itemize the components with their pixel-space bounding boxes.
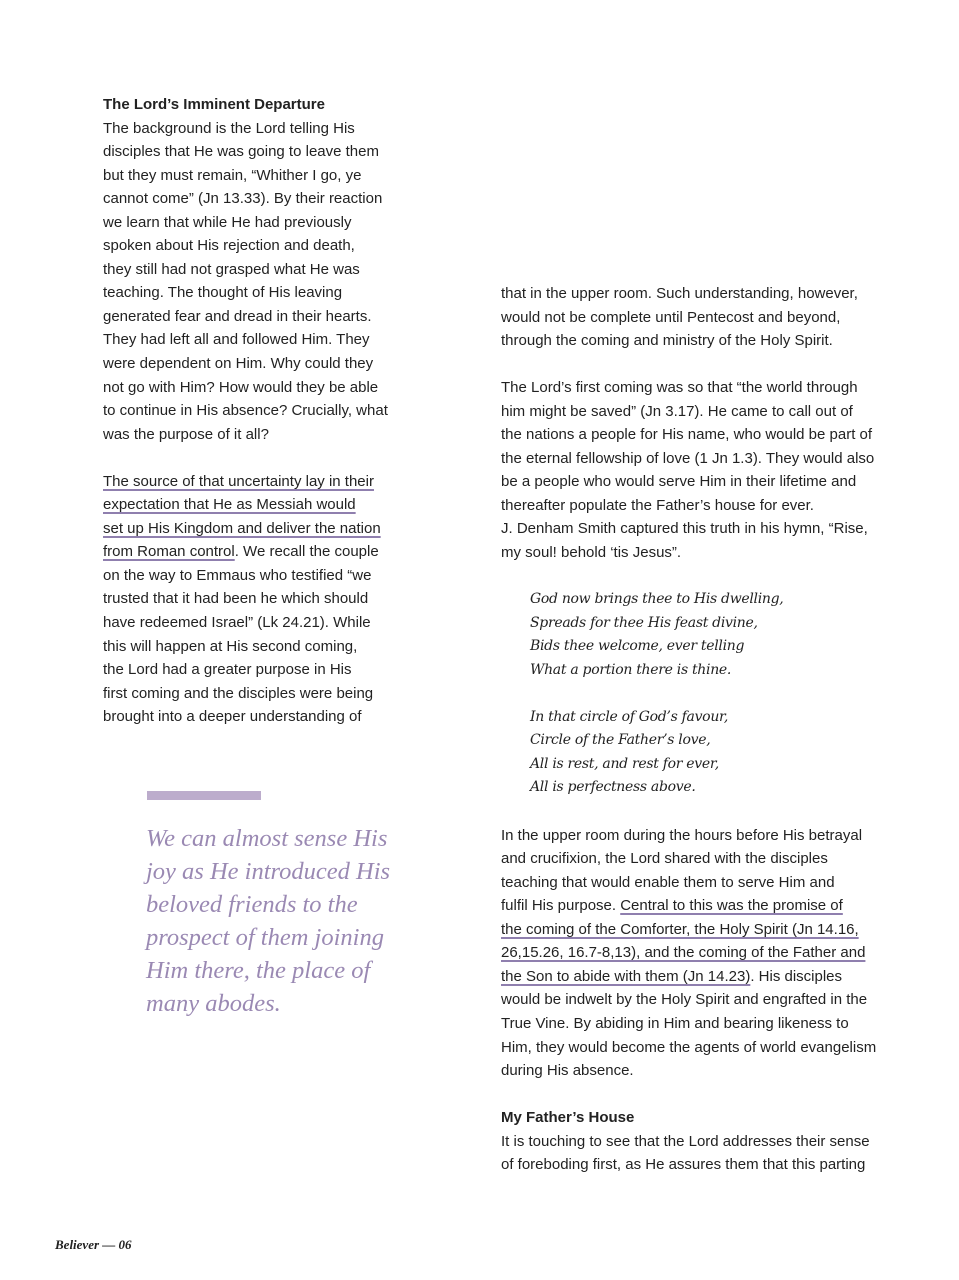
text-line — [103, 493, 388, 517]
text-line — [501, 306, 876, 330]
text-segment: generated fear and dread in their hearts. — [103, 307, 372, 325]
poem-line — [501, 706, 876, 730]
text-line — [501, 517, 876, 541]
text-line — [103, 658, 388, 682]
text-segment: that in the upper room. Such understanding, however, — [501, 285, 858, 302]
pull-quote-line: many abodes. — [146, 990, 281, 1017]
text-segment: to continue in His absence? Crucially, what — [103, 402, 388, 420]
blank-line — [103, 446, 388, 470]
text-line — [501, 447, 876, 471]
text-segment: would be indwelt by the Holy Spirit and engrafted in the — [501, 991, 868, 1009]
pull-quote-line: Him there, the place of — [146, 957, 371, 984]
poem-line — [501, 776, 876, 800]
text-segment: not go with Him? How would they be able — [103, 378, 379, 396]
text-segment: and crucifixion, the Lord shared with the disciples — [501, 850, 828, 868]
text-segment: All is perfectness above. — [530, 779, 696, 796]
text-segment: Bids thee welcome, ever telling — [530, 638, 745, 655]
text-line — [501, 400, 876, 424]
text-segment: . His disciples — [750, 967, 843, 985]
text-line — [103, 423, 388, 447]
text-line — [501, 282, 876, 306]
text-line — [103, 540, 388, 564]
text-line — [103, 587, 388, 611]
text-segment: on the way to Emmaus who testified “we — [103, 566, 372, 584]
blank-line — [501, 800, 876, 824]
text-segment: the Lord had a greater purpose in His — [103, 661, 352, 679]
text-line — [103, 281, 388, 305]
text-segment: we learn that while He had previously — [103, 213, 352, 231]
text-segment: cannot come” (Jn 13.33). By their reaction — [103, 190, 383, 208]
text-segment: The Lord’s first coming was so that “the world through — [501, 379, 858, 397]
text-segment: They had left all and followed Him. They — [103, 331, 370, 349]
pull-quote-line: prospect of them joining — [146, 924, 384, 951]
text-line — [103, 164, 388, 188]
text-line — [103, 305, 388, 329]
text-line — [501, 894, 876, 918]
poem-line — [501, 635, 876, 659]
section-heading — [103, 93, 388, 117]
text-segment: fulfil His purpose. — [501, 897, 621, 915]
text-segment: My Father’s House — [501, 1109, 635, 1127]
text-segment: during His absence. — [501, 1062, 634, 1080]
text-segment: Spreads for thee His feast divine, — [530, 614, 758, 631]
text-segment: first coming and the disciples were being — [103, 684, 374, 702]
text-segment: the eternal fellowship of love (1 Jn 1.3). They would also — [501, 449, 875, 467]
text-segment: teaching. The thought of His leaving — [103, 284, 343, 302]
text-line — [501, 376, 876, 400]
text-line — [501, 824, 876, 848]
text-segment: True Vine. By abiding in Him and bearing likeness to — [501, 1014, 849, 1032]
underlined-text: 26,15.26, 16.7-8,13), and the coming of the Father and — [501, 944, 866, 962]
text-line — [103, 705, 388, 729]
text-segment: but they must remain, “Whither I go, ye — [103, 166, 362, 184]
text-segment: the nations a people for His name, who would be part of — [501, 426, 873, 444]
text-segment: teaching that would enable them to serve Him and — [501, 873, 835, 891]
text-segment: through the coming and ministry of the Holy Spirit. — [501, 332, 833, 350]
text-line — [501, 871, 876, 895]
underlined-text: The source of that uncertainty lay in their — [103, 472, 374, 490]
text-line — [501, 470, 876, 494]
text-segment: of foreboding first, as He assures them that this parting — [501, 1156, 866, 1174]
text-segment: be a people who would serve Him in their lifetime and — [501, 473, 857, 491]
text-segment: brought into a deeper understanding of — [103, 708, 362, 726]
text-line — [501, 1130, 876, 1154]
underlined-text: set up His Kingdom and deliver the nation — [103, 519, 381, 537]
text-segment: All is rest, and rest for ever, — [530, 755, 719, 772]
text-segment: have redeemed Israel” (Lk 24.21). While — [103, 614, 371, 632]
poem-line — [501, 753, 876, 777]
text-line — [103, 234, 388, 258]
text-line — [103, 258, 388, 282]
text-line — [501, 1059, 876, 1083]
text-line — [103, 140, 388, 164]
text-line — [103, 328, 388, 352]
text-segment: was the purpose of it all? — [103, 425, 269, 443]
underlined-text: the Son to abide with them (Jn 14.23) — [501, 967, 751, 985]
text-line — [103, 376, 388, 400]
pull-quote — [146, 822, 390, 1020]
text-line — [501, 965, 876, 989]
text-segment: this will happen at His second coming, — [103, 637, 358, 655]
text-line — [103, 352, 388, 376]
text-line — [103, 187, 388, 211]
pull-quote-line: joy as He introduced His — [146, 858, 391, 885]
text-segment: It is touching to see that the Lord addresses their sense — [501, 1132, 870, 1150]
text-segment: The background is the Lord telling His — [103, 119, 355, 137]
text-line — [501, 329, 876, 353]
text-line — [501, 494, 876, 518]
pull-quote-bar — [147, 791, 261, 800]
text-line — [501, 941, 876, 965]
text-segment: J. Denham Smith captured this truth in his hymn, “Rise, — [501, 520, 868, 538]
text-segment: were dependent on Him. Why could they — [103, 355, 374, 373]
text-line — [103, 470, 388, 494]
text-line — [501, 1036, 876, 1060]
text-segment: In that circle of God’s favour, — [530, 708, 729, 725]
text-line — [501, 1012, 876, 1036]
right-column — [501, 282, 876, 1177]
page-footer: Believer — 06 — [55, 1237, 132, 1252]
text-line — [103, 399, 388, 423]
text-line — [501, 918, 876, 942]
left-column — [103, 93, 388, 729]
text-segment: disciples that He was going to leave them — [103, 143, 379, 161]
underlined-text: the coming of the Comforter, the Holy Spirit (Jn 14.16, — [501, 920, 859, 938]
blank-line — [501, 353, 876, 377]
text-segment: The Lord’s Imminent Departure — [103, 96, 325, 113]
text-line — [103, 517, 388, 541]
text-segment: In the upper room during the hours before His betrayal — [501, 826, 863, 844]
poem-line — [501, 659, 876, 683]
poem-line — [501, 588, 876, 612]
blank-line — [501, 565, 876, 589]
pull-quote-line: beloved friends to the — [146, 891, 358, 918]
text-line — [501, 423, 876, 447]
section-heading — [501, 1106, 876, 1130]
text-segment: God now brings thee to His dwelling, — [530, 591, 784, 608]
text-segment: spoken about His rejection and death, — [103, 237, 355, 255]
poem-line — [501, 612, 876, 636]
text-line — [103, 611, 388, 635]
text-segment: Him, they would become the agents of world evangelism — [501, 1038, 877, 1056]
text-line — [103, 117, 388, 141]
text-line — [501, 988, 876, 1012]
poem-line — [501, 729, 876, 753]
text-line — [501, 847, 876, 871]
text-segment: my soul! behold ‘tis Jesus”. — [501, 544, 682, 562]
text-segment: him might be saved” (Jn 3.17). He came to call out of — [501, 402, 853, 420]
text-line — [103, 211, 388, 235]
text-segment: What a portion there is thine. — [530, 661, 732, 678]
text-line — [103, 635, 388, 659]
text-line — [501, 541, 876, 565]
text-line — [103, 682, 388, 706]
pull-quote-line: We can almost sense His — [146, 825, 388, 852]
underlined-text: from Roman control — [103, 543, 235, 561]
text-segment: . We recall the couple — [234, 543, 379, 561]
text-segment: they still had not grasped what He was — [103, 260, 360, 278]
text-segment: Circle of the Father’s love, — [530, 732, 711, 749]
blank-line — [501, 1083, 876, 1107]
underlined-text: Central to this was the promise of — [620, 897, 843, 915]
blank-line — [501, 682, 876, 706]
text-segment: would not be complete until Pentecost and beyond, — [501, 308, 841, 326]
text-line — [103, 564, 388, 588]
text-segment: trusted that it had been he which should — [103, 590, 369, 608]
text-line — [501, 1153, 876, 1177]
underlined-text: expectation that He as Messiah would — [103, 496, 356, 514]
text-segment: thereafter populate the Father’s house for ever. — [501, 496, 814, 514]
